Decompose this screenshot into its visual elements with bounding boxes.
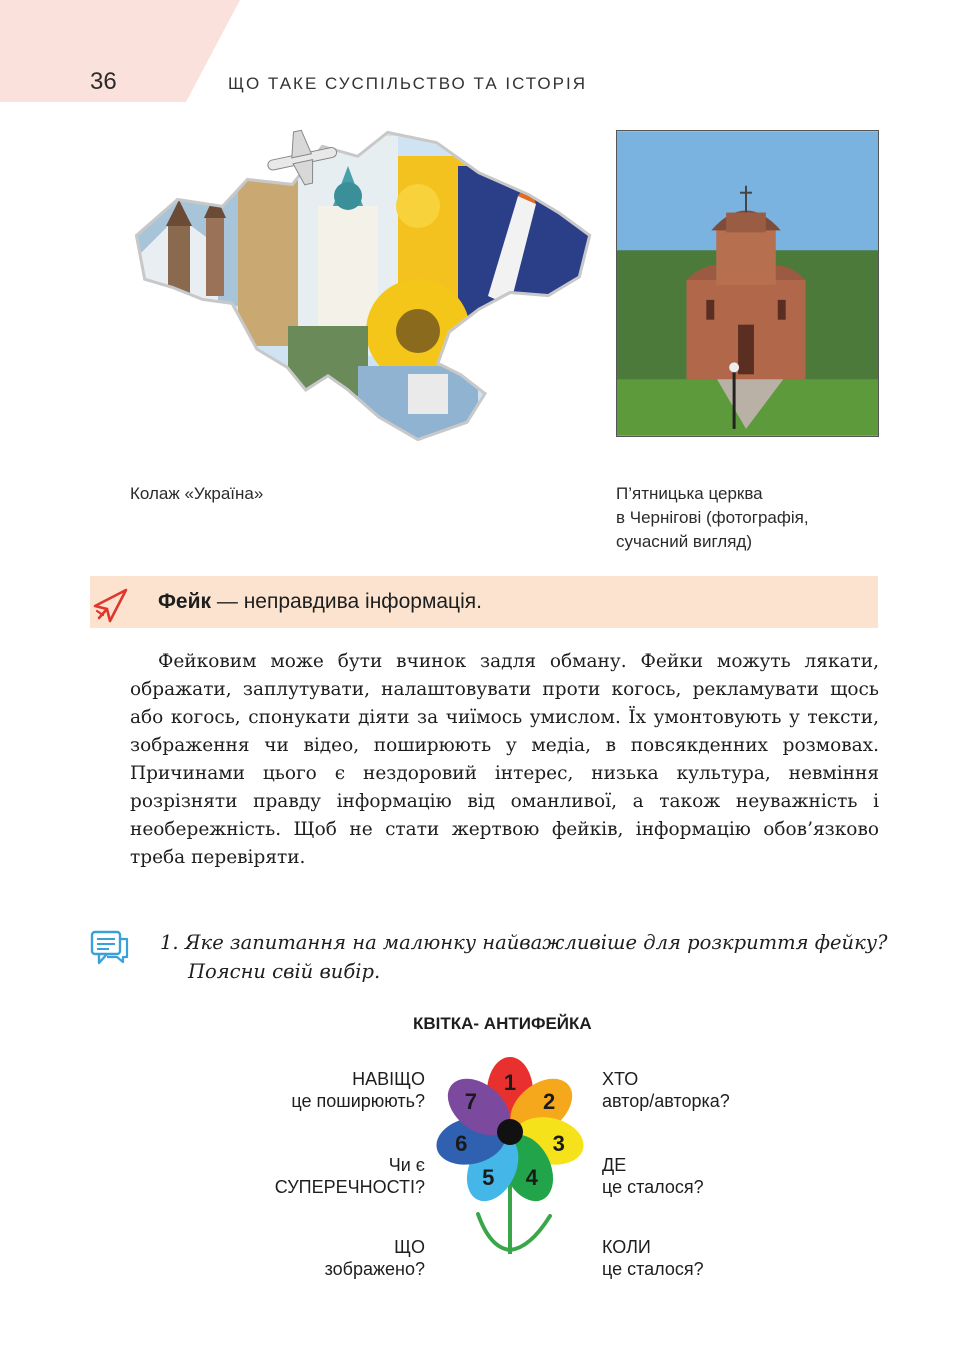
pointer-cursor-icon (90, 584, 132, 626)
question-1: 1. Яке запитання на малюнку найважливіше для розкриття фейку? Поясни свій вибір. (160, 931, 888, 983)
label-why (291, 1068, 425, 1112)
body-paragraph: Фейковим може бути вчинок задля обману. Фейки можуть лякати, ображати, заплутувати, налаштовувати проти когось, рекламувати щось або когось, спонукати діяти за чиїмось умислом. Їх умонтовують у тексти, зображення чи відео, поширюють у медіа, в повсякденних розмовах. Причинами цього є нездоровий інтерес, низька культура, невміння розрізняти правду інформацію від оманливої, а також неуважність і необережність. Щоб не стати жертвою фейків, інформацію обов’язково треба перевіряти. (130, 651, 879, 868)
label-where (602, 1154, 704, 1198)
label-who-sub: автор/авторка? (602, 1091, 730, 1111)
definition-meaning: — неправдива інформація. (211, 590, 482, 613)
photo-caption-line: П’ятницька церква (616, 484, 763, 503)
definition-term: Фейк (158, 590, 212, 613)
label-why-sub: це поширюють? (291, 1091, 425, 1111)
flower-petal-number: 4 (525, 1165, 538, 1191)
discussion-chat-icon (89, 929, 131, 969)
flower-petal-number: 6 (455, 1131, 468, 1157)
photo-caption (616, 482, 876, 554)
label-who-head: ХТО (602, 1069, 639, 1089)
label-what (325, 1236, 425, 1280)
pyatnytska-church-photo (616, 130, 879, 437)
label-where-head: ДЕ (602, 1155, 627, 1175)
running-head: ЩО ТАКЕ СУСПІЛЬСТВО ТА ІСТОРІЯ (228, 74, 587, 93)
label-where-sub: це сталося? (602, 1177, 704, 1197)
photo-caption-line: в Чернігові (фотографія, (616, 508, 809, 527)
label-contradictions-pre: Чи є (388, 1155, 425, 1175)
label-what-sub: зображено? (324, 1259, 425, 1279)
definition-text (158, 590, 482, 614)
page-corner-decoration (0, 0, 240, 102)
flower-petal-number: 5 (482, 1165, 495, 1191)
antifake-flower-diagram (430, 1052, 590, 1262)
flower-petal-number: 1 (503, 1070, 517, 1095)
label-what-head: ЩО (394, 1237, 425, 1257)
label-why-head: НАВІЩО (352, 1069, 425, 1089)
label-who (602, 1068, 730, 1112)
flower-petal-number: 3 (552, 1131, 565, 1157)
page-number: 36 (90, 68, 117, 95)
ukraine-collage-image (118, 126, 596, 444)
photo-caption-line: сучасний вигляд) (616, 532, 752, 551)
label-when-sub: це сталося? (602, 1259, 704, 1279)
label-when-head: КОЛИ (602, 1237, 651, 1257)
label-when (602, 1236, 704, 1280)
flower-title: КВІТКА- АНТИФЕЙКА (413, 1014, 592, 1033)
flower-petal-number: 2 (542, 1088, 556, 1114)
label-contradictions (275, 1154, 425, 1198)
collage-caption: Колаж «Україна» (130, 484, 264, 503)
label-contradictions-head: СУПЕРЕЧНОСТІ? (274, 1177, 425, 1197)
flower-petal-number: 7 (464, 1088, 478, 1114)
